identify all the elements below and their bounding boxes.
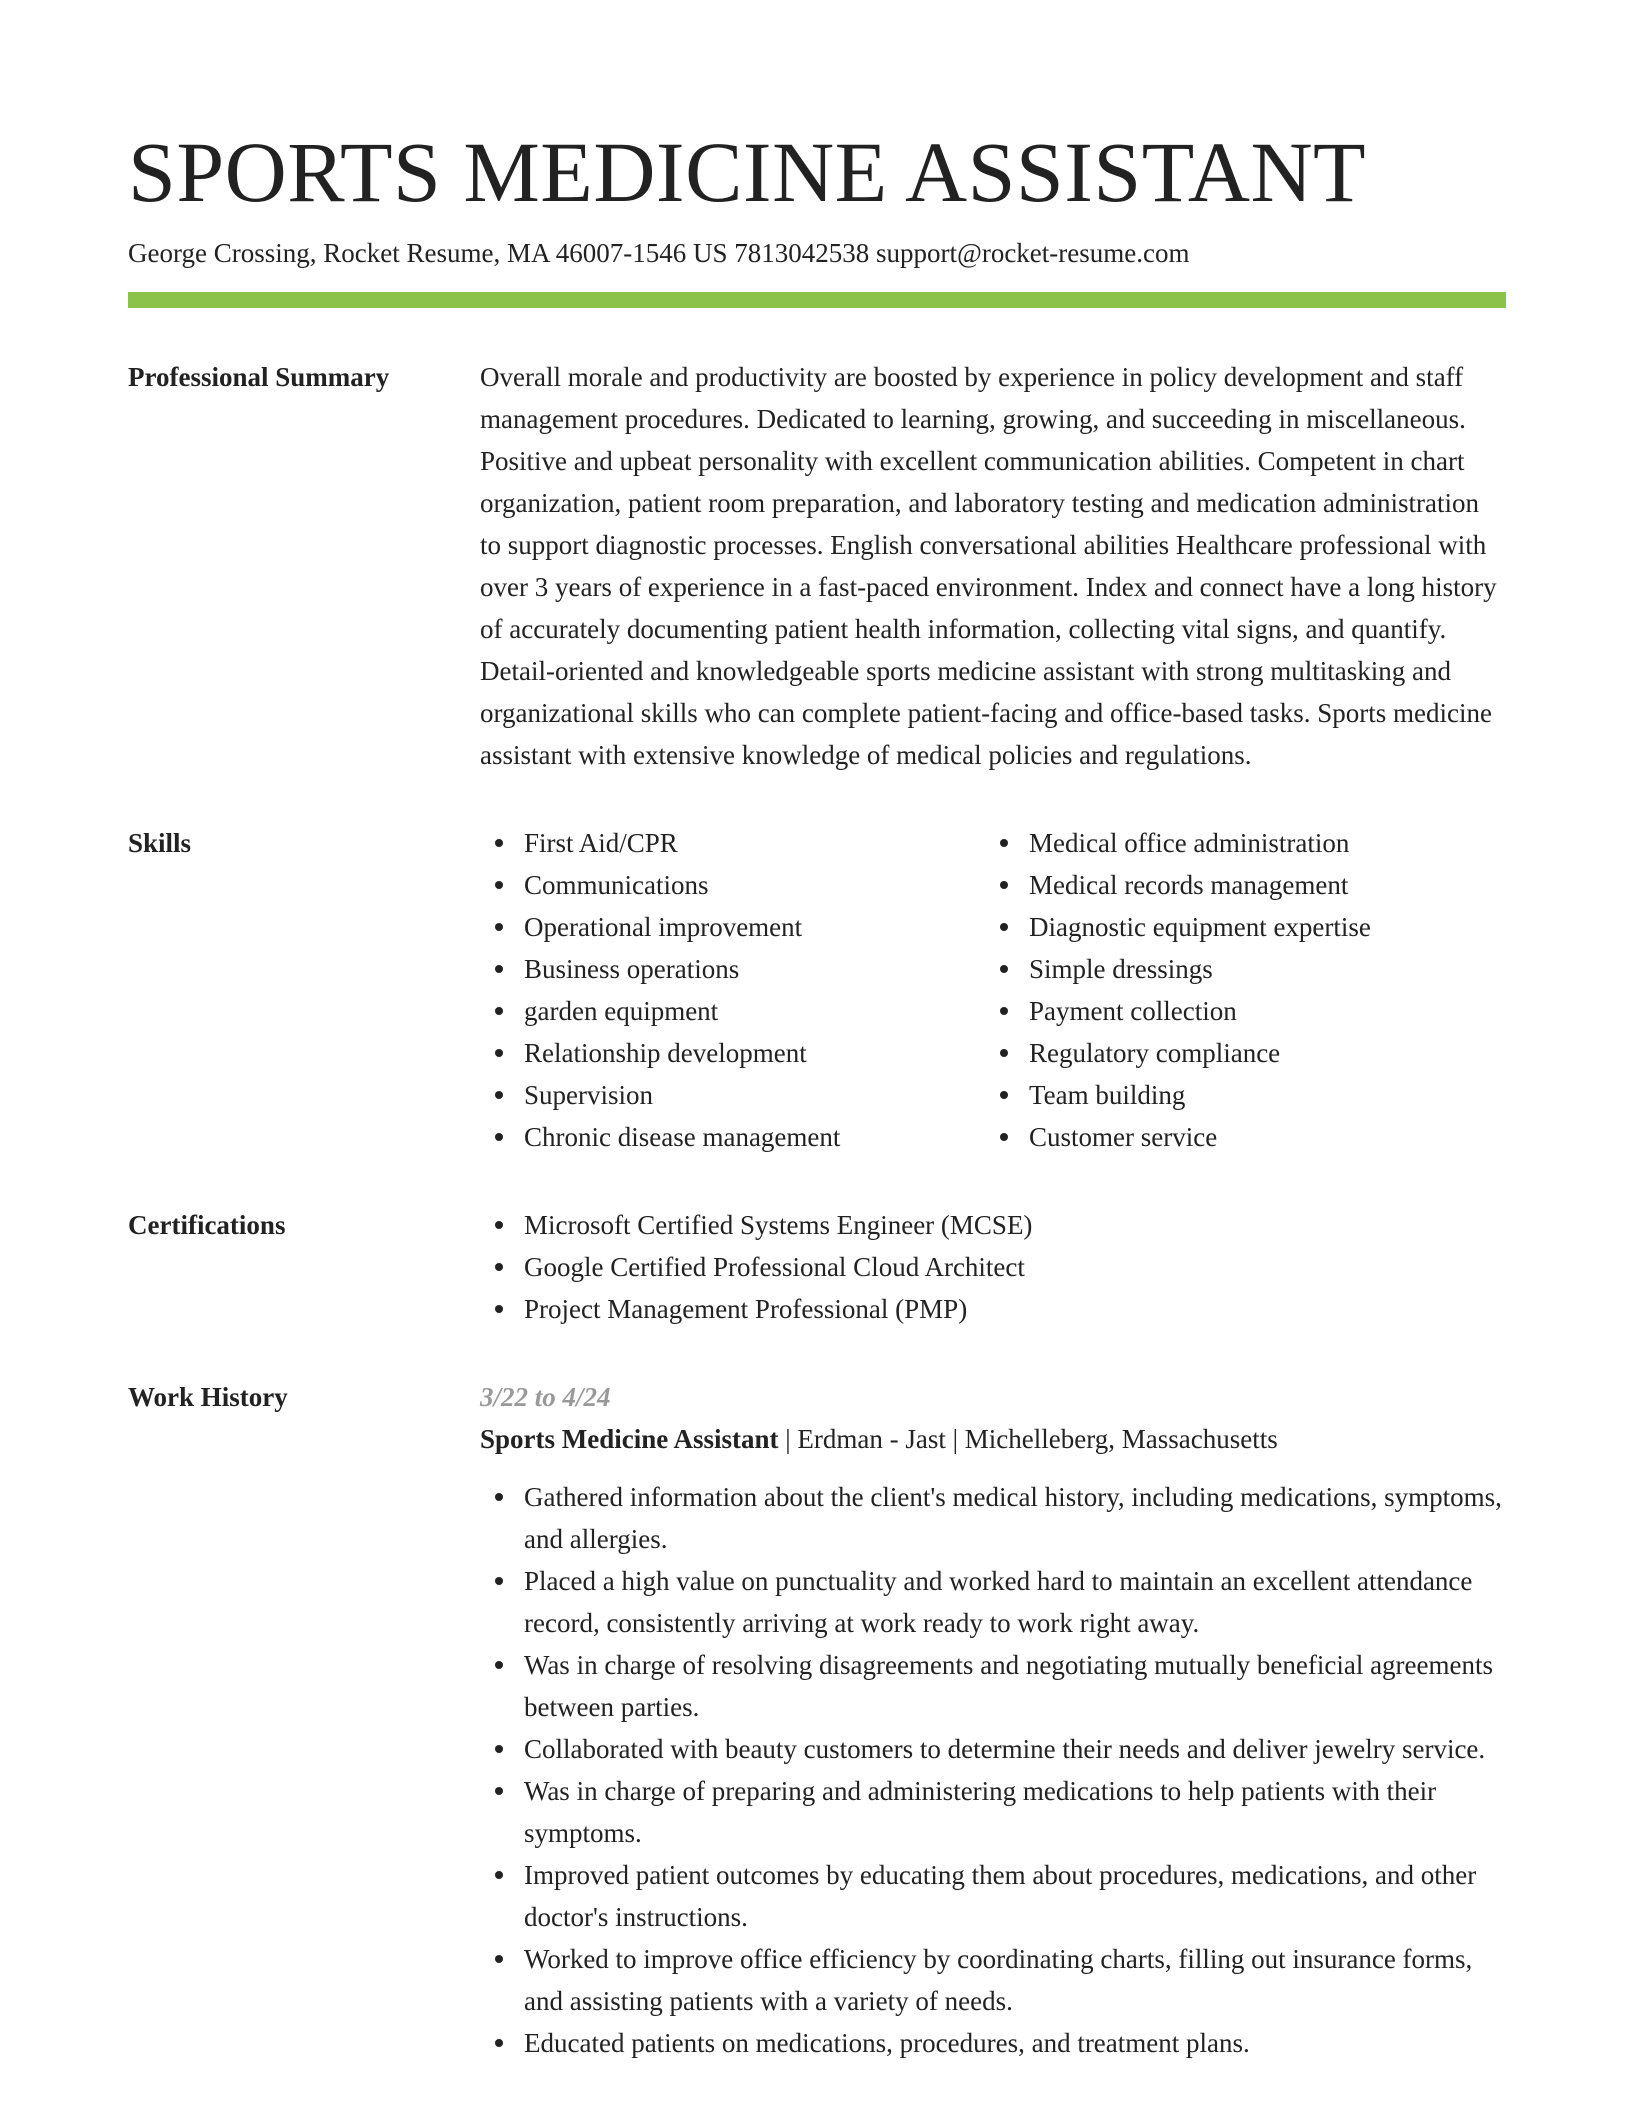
skill-item: Chronic disease management [480, 1116, 985, 1158]
section-label-skills: Skills [128, 828, 192, 858]
certification-item: Google Certified Professional Cloud Architect [480, 1246, 1506, 1288]
skill-item: Operational improvement [480, 906, 985, 948]
contact-line: George Crossing, Rocket Resume, MA 46007-1546 US 7813042538 support@rocket-resume.com [128, 238, 1190, 268]
job-bullet: Was in charge of preparing and administering medications to help patients with their symptoms. [480, 1770, 1506, 1854]
skills-column-left [480, 822, 985, 1158]
job-bullet: Collaborated with beauty customers to determine their needs and deliver jewelry service. [480, 1728, 1506, 1770]
job-title-line [480, 1418, 1506, 1460]
job-bullet: Educated patients on medications, procedures, and treatment plans. [480, 2022, 1506, 2064]
job-dates: 3/22 to 4/24 [480, 1382, 611, 1412]
job-bullets [480, 1476, 1506, 2064]
section-label-certifications: Certifications [128, 1210, 286, 1240]
job-bullet: Was in charge of resolving disagreements and negotiating mutually beneficial agreements between parties. [480, 1644, 1506, 1728]
accent-divider [128, 292, 1506, 308]
skills-section [128, 822, 1506, 1158]
skill-item: garden equipment [480, 990, 985, 1032]
skill-item: Business operations [480, 948, 985, 990]
certifications-list [480, 1204, 1506, 1330]
work-history-section [128, 1376, 1506, 2064]
job-details: | Erdman - Jast | Michelleberg, Massachusetts [778, 1424, 1278, 1454]
skill-item: Medical records management [985, 864, 1490, 906]
skill-item: Medical office administration [985, 822, 1490, 864]
skill-item: Diagnostic equipment expertise [985, 906, 1490, 948]
skill-item: Customer service [985, 1116, 1490, 1158]
skill-item: Supervision [480, 1074, 985, 1116]
job-bullet: Placed a high value on punctuality and worked hard to maintain an excellent attendance record, consistently arriving at work ready to work right away. [480, 1560, 1506, 1644]
job-title: Sports Medicine Assistant [480, 1424, 779, 1454]
skill-item: Simple dressings [985, 948, 1490, 990]
summary-section [128, 356, 1506, 776]
skill-item: Payment collection [985, 990, 1490, 1032]
skill-item: Relationship development [480, 1032, 985, 1074]
skill-item: Regulatory compliance [985, 1032, 1490, 1074]
skill-item: Communications [480, 864, 985, 906]
job-bullet: Worked to improve office efficiency by coordinating charts, filling out insurance forms, and assisting patients with a variety of needs. [480, 1938, 1506, 2022]
certification-item: Microsoft Certified Systems Engineer (MCSE) [480, 1204, 1506, 1246]
section-label-summary: Professional Summary [128, 362, 390, 392]
resume-title: SPORTS MEDICINE ASSISTANT [128, 124, 1367, 220]
section-label-work-history: Work History [128, 1382, 288, 1412]
certification-item: Project Management Professional (PMP) [480, 1288, 1506, 1330]
skill-item: First Aid/CPR [480, 822, 985, 864]
summary-text: Overall morale and productivity are boosted by experience in policy development and staff management procedures. Dedicated to learning, growing, and succeeding in miscellaneous. Positive and upbeat personality with excellent communication abilities. Competent in chart organization, patient room preparation, and laboratory testing and medication administration to support diagnostic processes. English conversational abilities Healthcare professional with over 3 years of experience in a fast-paced environment. Index and connect have a long history of accurately documenting patient health information, collecting vital signs, and quantify. Detail-oriented and knowledgeable sports medicine assistant with strong multitasking and organizational skills who can complete patient-facing and office-based tasks. Sports medicine assistant with extensive knowledge of medical policies and regulations. [480, 362, 1497, 770]
resume-page [128, 122, 1506, 2064]
job-bullet: Gathered information about the client's medical history, including medications, symptoms, and allergies. [480, 1476, 1506, 1560]
skills-grid [480, 822, 1506, 1158]
job-bullet: Improved patient outcomes by educating them about procedures, medications, and other doctor's instructions. [480, 1854, 1506, 1938]
certifications-section [128, 1204, 1506, 1330]
skills-column-right [985, 822, 1490, 1158]
skill-item: Team building [985, 1074, 1490, 1116]
job-entry [480, 1376, 1506, 2064]
